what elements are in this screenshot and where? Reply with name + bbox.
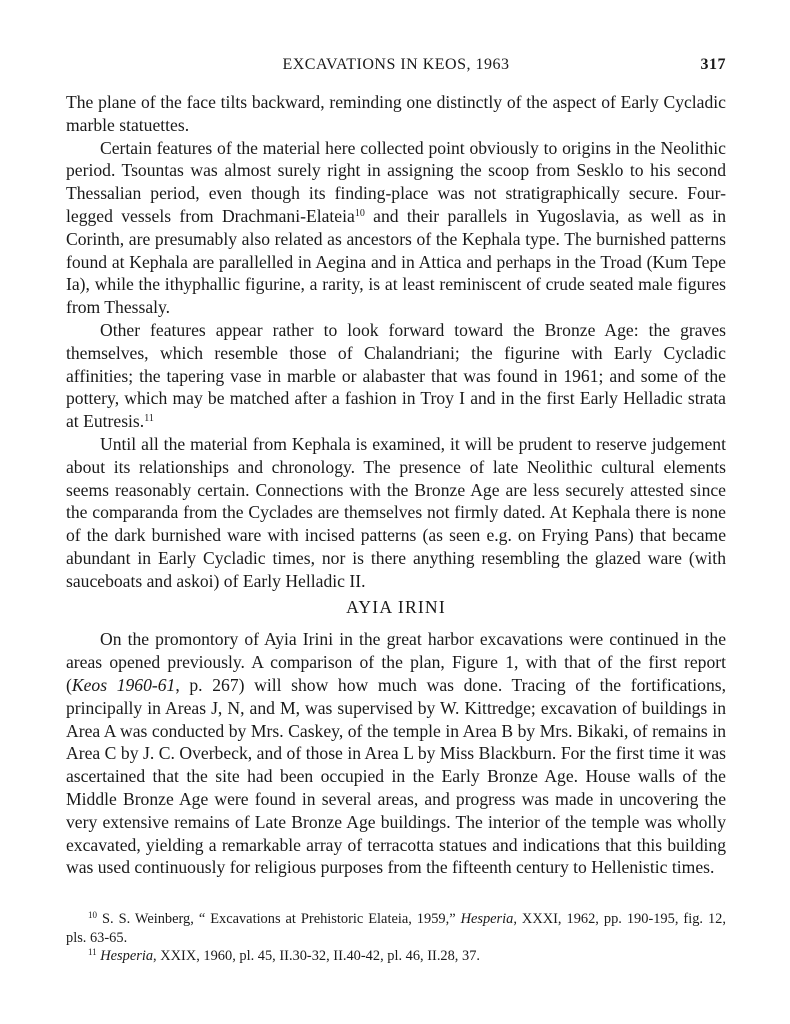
paragraph-1-text: The plane of the face tilts backward, reminding one distinctly of the aspect of Early Cycladic marble statuettes. bbox=[66, 92, 726, 135]
paragraph-1 bbox=[66, 91, 726, 137]
paragraph-3-text: Other features appear rather to look forward toward the Bronze Age: the graves themselves, which resemble those of Chalandriani; the figurine with Early Cycladic affinities; the tapering vase in marble or alabaster that was found in 1961; and some of the pottery, which may be matched after a fashion in Troy I and in the first Early Helladic strata at Eutresis. bbox=[66, 319, 726, 432]
footnotes bbox=[66, 910, 726, 966]
footnote-11 bbox=[66, 947, 726, 966]
running-title: EXCAVATIONS IN KEOS, 1963 bbox=[282, 56, 510, 73]
body-text bbox=[66, 91, 726, 879]
paragraph-2-text-b: and their parallels in Yugoslavia, as well as in Corinth, are presumably also related as ancestors of the Kephala type. The burnished patterns found at Kephala are parallelled in Aegina and in Attica and perhaps in the Troad (Kum Tepe Ia), while the ithyphallic figurine, a rarity, is at least reminiscent of crude seated male figures from Thessaly. bbox=[66, 205, 726, 318]
footnote-10-number: 10 bbox=[88, 910, 97, 920]
paragraph-4 bbox=[66, 433, 726, 593]
footnote-ref-11[interactable]: 11 bbox=[144, 413, 154, 425]
paragraph-5-text-a: On the promontory of Ayia Irini in the great harbor excavations were continued in the areas opened previously. A comparison of the plan, Figure 1, with that of the first report ( bbox=[66, 629, 726, 695]
paragraph-2 bbox=[66, 137, 726, 319]
footnote-10-text-a: S. S. Weinberg, “ Excavations at Prehistoric Elateia, 1959,” bbox=[97, 911, 461, 927]
footnote-11-text: , XXIX, 1960, pl. 45, II.30-32, II.40-42, pl. 46, II.28, 37. bbox=[153, 948, 480, 964]
footnote-10-journal: Hesperia bbox=[460, 911, 514, 927]
footnote-10 bbox=[66, 910, 726, 947]
paragraph-5 bbox=[66, 628, 726, 879]
paragraph-4-text: Until all the material from Kephala is examined, it will be prudent to reserve judgement about its relationships and chronology. The presence of late Neolithic cultural elements seems reasonably certain. Connections with the Bronze Age are less securely attested since the comparanda from the Cyclades are themselves not firmly dated. At Kephala there is none of the dark burnished ware with incised patterns (as seen e.g. on Frying Pans) that became abundant in Early Cycladic times, nor is there anything resembling the glazed ware (with sauceboats and askoi) of Early Helladic II. bbox=[66, 433, 726, 591]
paragraph-2-text-a: Certain features of the material here collected point obviously to origins in the Neolithic period. Tsountas was almost surely right in assigning the scoop from Sesklo to his second Thessalian period, even though its finding-place was not stratigraphically secure. Four-legged vessels from Drachmani-Elateia bbox=[66, 137, 726, 226]
footnote-11-journal: Hesperia bbox=[100, 948, 154, 964]
paragraph-5-text-b: , p. 267) will show how much was done. Tracing of the fortifications, principally in Areas J, N, and M, was supervised by W. Kittredge; excavation of buildings in Area A was conducted by Mrs. Caskey, of the temple in Area B by Mrs. Bikaki, of remains in Area C by J. C. Overbeck, and of those in Area L by Miss Blackburn. For the first time it was ascertained that the site had been occupied in the Early Bronze Age. House walls of the Middle Bronze Age were found in several areas, and progress was made in uncovering the very extensive remains of Late Bronze Age buildings. The interior of the temple was wholly excavated, yielding a remarkable array of terracotta statues and indications that this building was used continuously for religious purposes from the fifteenth century to Hellenistic times. bbox=[66, 674, 726, 878]
section-heading: AYIA IRINI bbox=[346, 596, 446, 617]
paragraph-3 bbox=[66, 319, 726, 433]
footnote-10-text-b: , XXXI, 1962, pp. 190-195, fig. 12, pls. 63-65. bbox=[66, 911, 726, 946]
page-number: 317 bbox=[700, 56, 726, 73]
footnote-11-number: 11 bbox=[88, 947, 97, 957]
paragraph-5-citation: Keos 1960-61 bbox=[71, 674, 176, 695]
running-header bbox=[66, 56, 726, 74]
footnote-ref-10[interactable]: 10 bbox=[354, 207, 365, 219]
